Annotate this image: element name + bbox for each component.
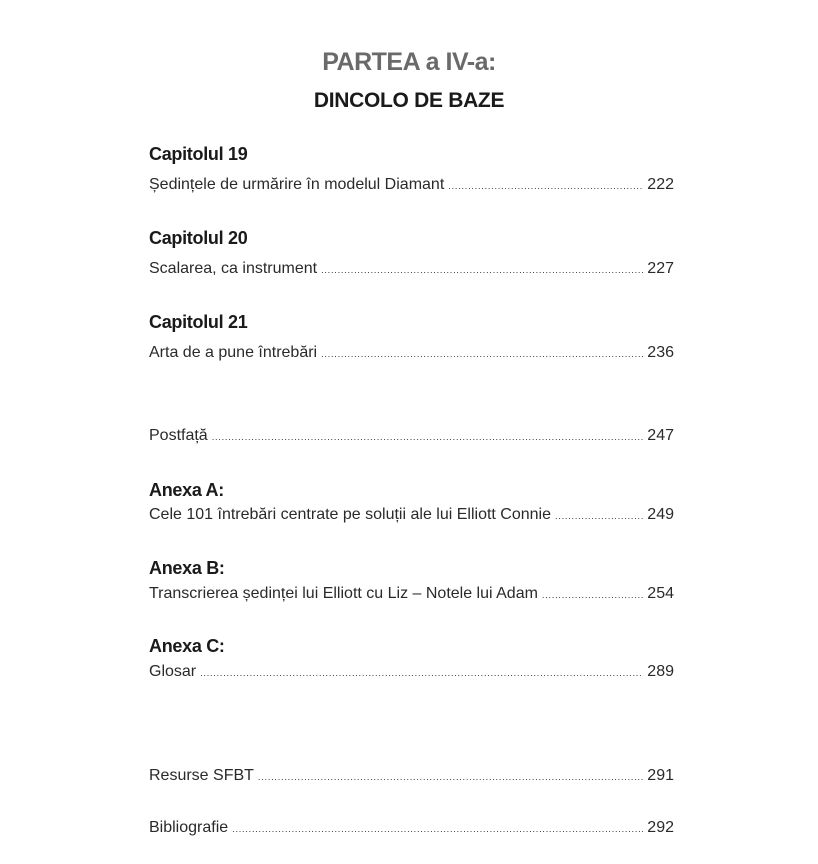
dot-leader bbox=[200, 668, 643, 678]
toc-entry[interactable] bbox=[149, 663, 674, 685]
annex-heading: Anexa B: bbox=[149, 558, 225, 578]
toc-entry-title: Transcrierea ședinței lui Elliott cu Liz – Notele lui Adam bbox=[149, 585, 538, 602]
chapter-heading: Capitolul 21 bbox=[149, 312, 248, 332]
dot-leader bbox=[258, 772, 643, 782]
toc-entry-resources[interactable] bbox=[149, 767, 674, 789]
toc-entry-title: Resurse SFBT bbox=[149, 767, 254, 784]
toc-entry[interactable] bbox=[149, 506, 674, 528]
toc-entry-title: Ședințele de urmărire în modelul Diamant bbox=[149, 176, 445, 193]
chapter-heading: Capitolul 20 bbox=[149, 228, 248, 248]
toc-entry-bibliography[interactable] bbox=[149, 819, 674, 841]
dot-leader bbox=[555, 511, 643, 521]
part-title: PARTEA a IV-a: bbox=[322, 48, 496, 76]
dot-leader bbox=[321, 265, 643, 275]
annex-heading: Anexa C: bbox=[149, 636, 225, 656]
annex-heading: Anexa A: bbox=[149, 480, 224, 500]
part-subtitle: DINCOLO DE BAZE bbox=[313, 89, 505, 112]
toc-entry-page: 222 bbox=[647, 176, 674, 193]
toc-entry-title: Scalarea, ca instrument bbox=[149, 260, 318, 277]
toc-entry-title: Bibliografie bbox=[149, 819, 229, 836]
chapter-heading: Capitolul 19 bbox=[149, 144, 248, 164]
dot-leader bbox=[212, 432, 644, 442]
dot-leader bbox=[321, 349, 643, 359]
dot-leader bbox=[542, 590, 643, 600]
toc-entry[interactable] bbox=[149, 585, 674, 607]
toc-entry[interactable] bbox=[149, 176, 674, 198]
toc-entry-title: Arta de a pune întrebări bbox=[149, 344, 318, 361]
toc-entry-title: Postfață bbox=[149, 427, 208, 444]
toc-entry-page: 291 bbox=[647, 767, 674, 784]
toc-entry-page: 247 bbox=[647, 427, 674, 444]
toc-entry[interactable] bbox=[149, 260, 674, 282]
dot-leader bbox=[232, 824, 643, 834]
toc-entry-postface[interactable] bbox=[149, 427, 674, 449]
toc-entry-page: 236 bbox=[647, 344, 674, 361]
toc-entry-title: Glosar bbox=[149, 663, 197, 680]
toc-entry[interactable] bbox=[149, 344, 674, 366]
toc-entry-page: 292 bbox=[647, 819, 674, 836]
dot-leader bbox=[448, 181, 643, 191]
toc-entry-page: 249 bbox=[647, 506, 674, 523]
toc-entry-page: 227 bbox=[647, 260, 674, 277]
toc-entry-title: Cele 101 întrebări centrate pe soluții ale lui Elliott Connie bbox=[149, 506, 552, 523]
toc-entry-page: 254 bbox=[647, 585, 674, 602]
toc-entry-page: 289 bbox=[647, 663, 674, 680]
